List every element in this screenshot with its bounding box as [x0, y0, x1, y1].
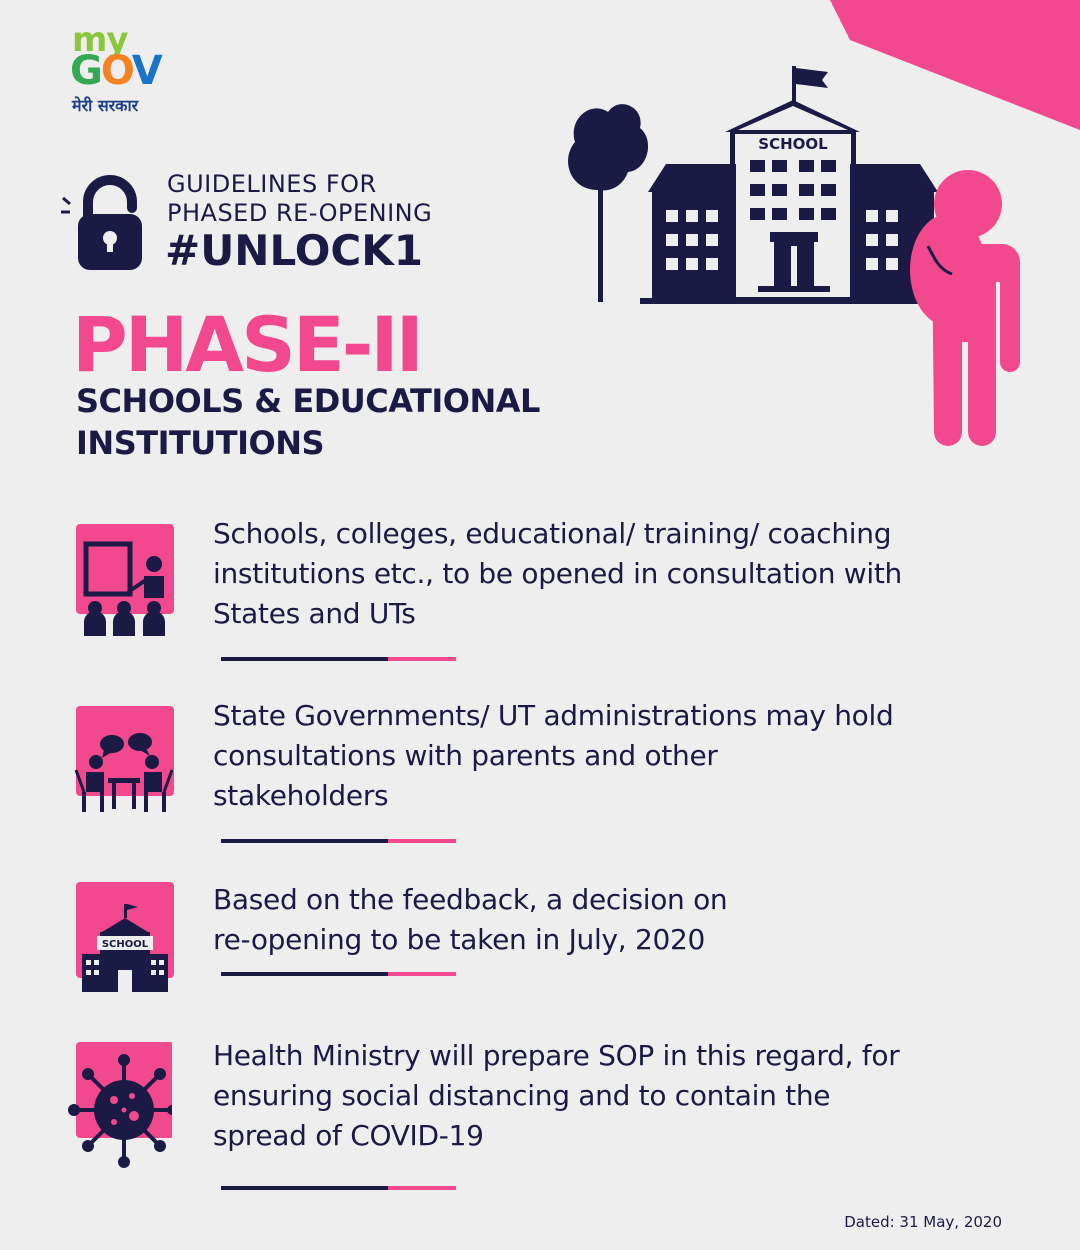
dated-label: Dated: 31 May, 2020 — [844, 1213, 1002, 1231]
hashtag: #UNLOCK1 — [165, 226, 424, 275]
school-sign-text: SCHOOL — [758, 135, 828, 153]
school-icon-sign: SCHOOL — [101, 939, 149, 950]
header-line-2: PHASED RE-OPENING — [167, 199, 433, 227]
item-4-text: Health Ministry will prepare SOP in this regard, for ensuring social distancing and to contain the spread of COVID-19 — [213, 1039, 900, 1152]
discussion-icon — [72, 704, 176, 818]
item-1-text: Schools, colleges, educational/ training/ coaching institutions etc., to be opened in consultation with States and UTs — [213, 517, 902, 630]
header-line-1: GUIDELINES FOR — [167, 170, 377, 198]
school-illustration — [560, 60, 1030, 450]
divider — [221, 839, 456, 843]
phase-subtitle-2: INSTITUTIONS — [76, 424, 325, 462]
divider — [221, 1186, 456, 1190]
virus-icon — [68, 1040, 172, 1170]
phase-subtitle-1: SCHOOLS & EDUCATIONAL — [76, 382, 540, 420]
item-3-text: Based on the feedback, a decision on re-opening to be taken in July, 2020 — [213, 883, 728, 956]
logo-gov: GOV — [70, 48, 161, 94]
divider — [221, 972, 456, 976]
tree-icon — [568, 104, 648, 302]
classroom-icon — [72, 522, 176, 636]
item-2-text: State Governments/ UT administrations may hold consultations with parents and other stakeholders — [213, 699, 894, 812]
logo-my: my — [72, 20, 128, 60]
school-building-icon — [72, 880, 176, 994]
phase-title: PHASE-II — [72, 300, 421, 389]
lock-icon — [58, 168, 158, 278]
divider — [221, 657, 456, 661]
logo-tagline: मेरी सरकार — [72, 96, 139, 115]
